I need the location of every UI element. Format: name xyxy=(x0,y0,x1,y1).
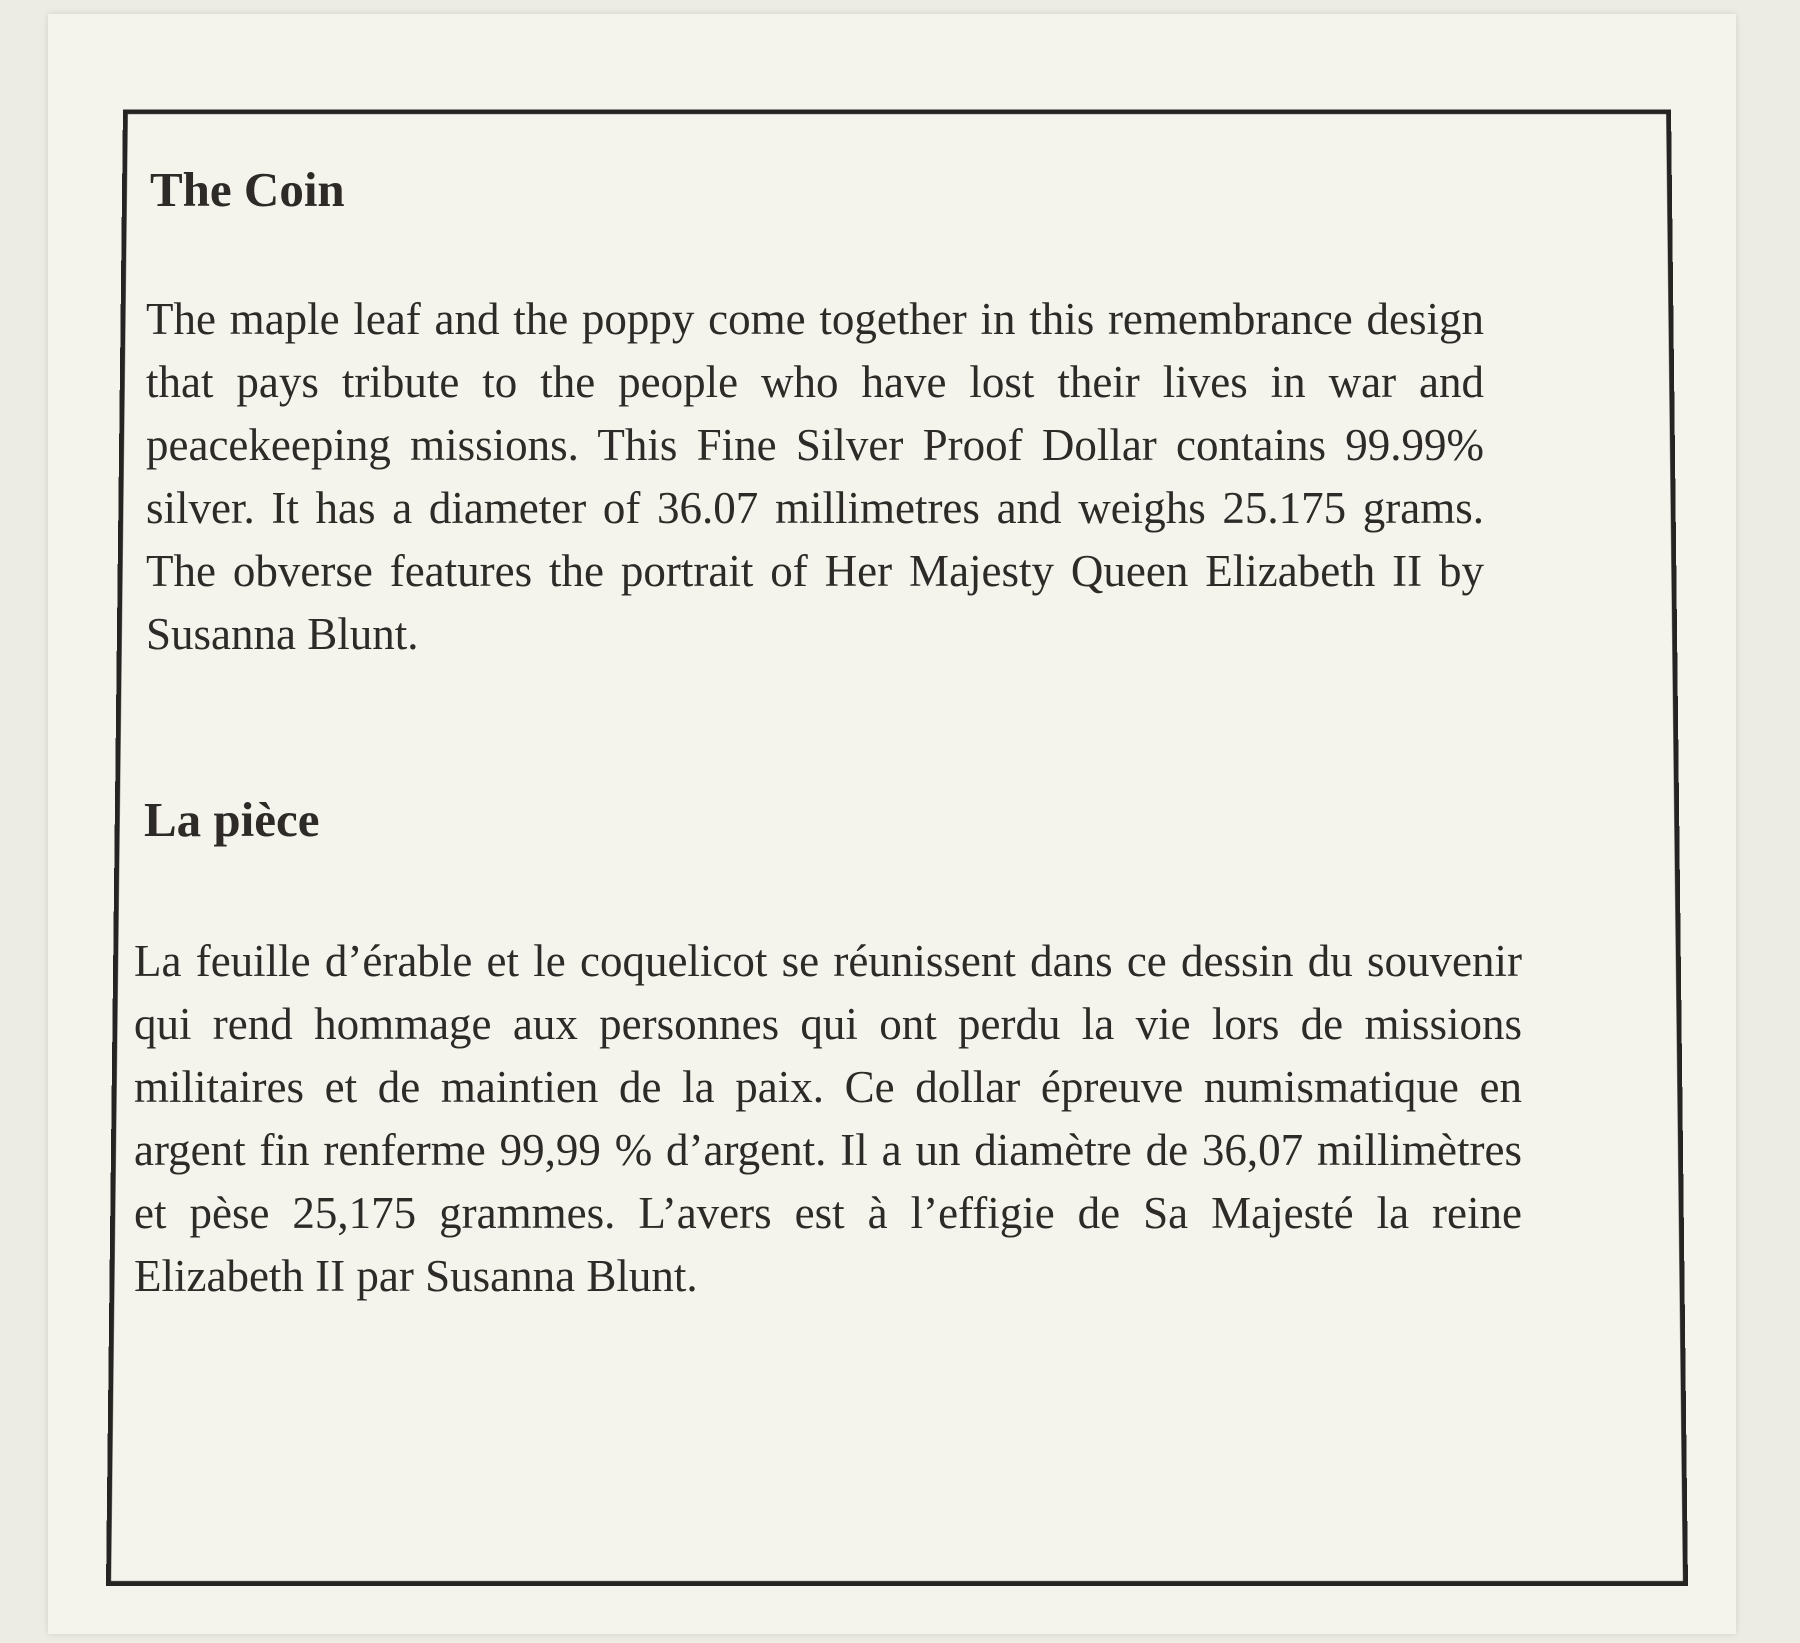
english-heading: The Coin xyxy=(150,162,345,217)
french-heading: La pièce xyxy=(144,792,320,847)
english-body: The maple leaf and the poppy come together in this remembrance design that pays tribute to the people who have lost their lives in war and peacekeeping missions. This Fine Silver Proof Dollar contains 99.99% silver. It has a diameter of 36.07 millimetres and weighs 25.175 grams. The obverse features the portrait of Her Majesty Queen Elizabeth II by Susanna Blunt. xyxy=(146,294,1484,659)
english-section xyxy=(146,160,1530,666)
french-section xyxy=(134,790,1524,1308)
french-body: La feuille d’érable et le coquelicot se réunissent dans ce dessin du souvenir qui rend hommage aux personnes qui ont perdu la vie lors de missions militaires et de maintien de la paix. Ce dollar épreuve numismatique en argent fin renferme 99,99 % d’argent. Il a un diamètre de 36,07 millimètres et pèse 25,175 grammes. L’avers est à l’effigie de Sa Majesté la reine Elizabeth II par Susanna Blunt. xyxy=(134,936,1522,1301)
